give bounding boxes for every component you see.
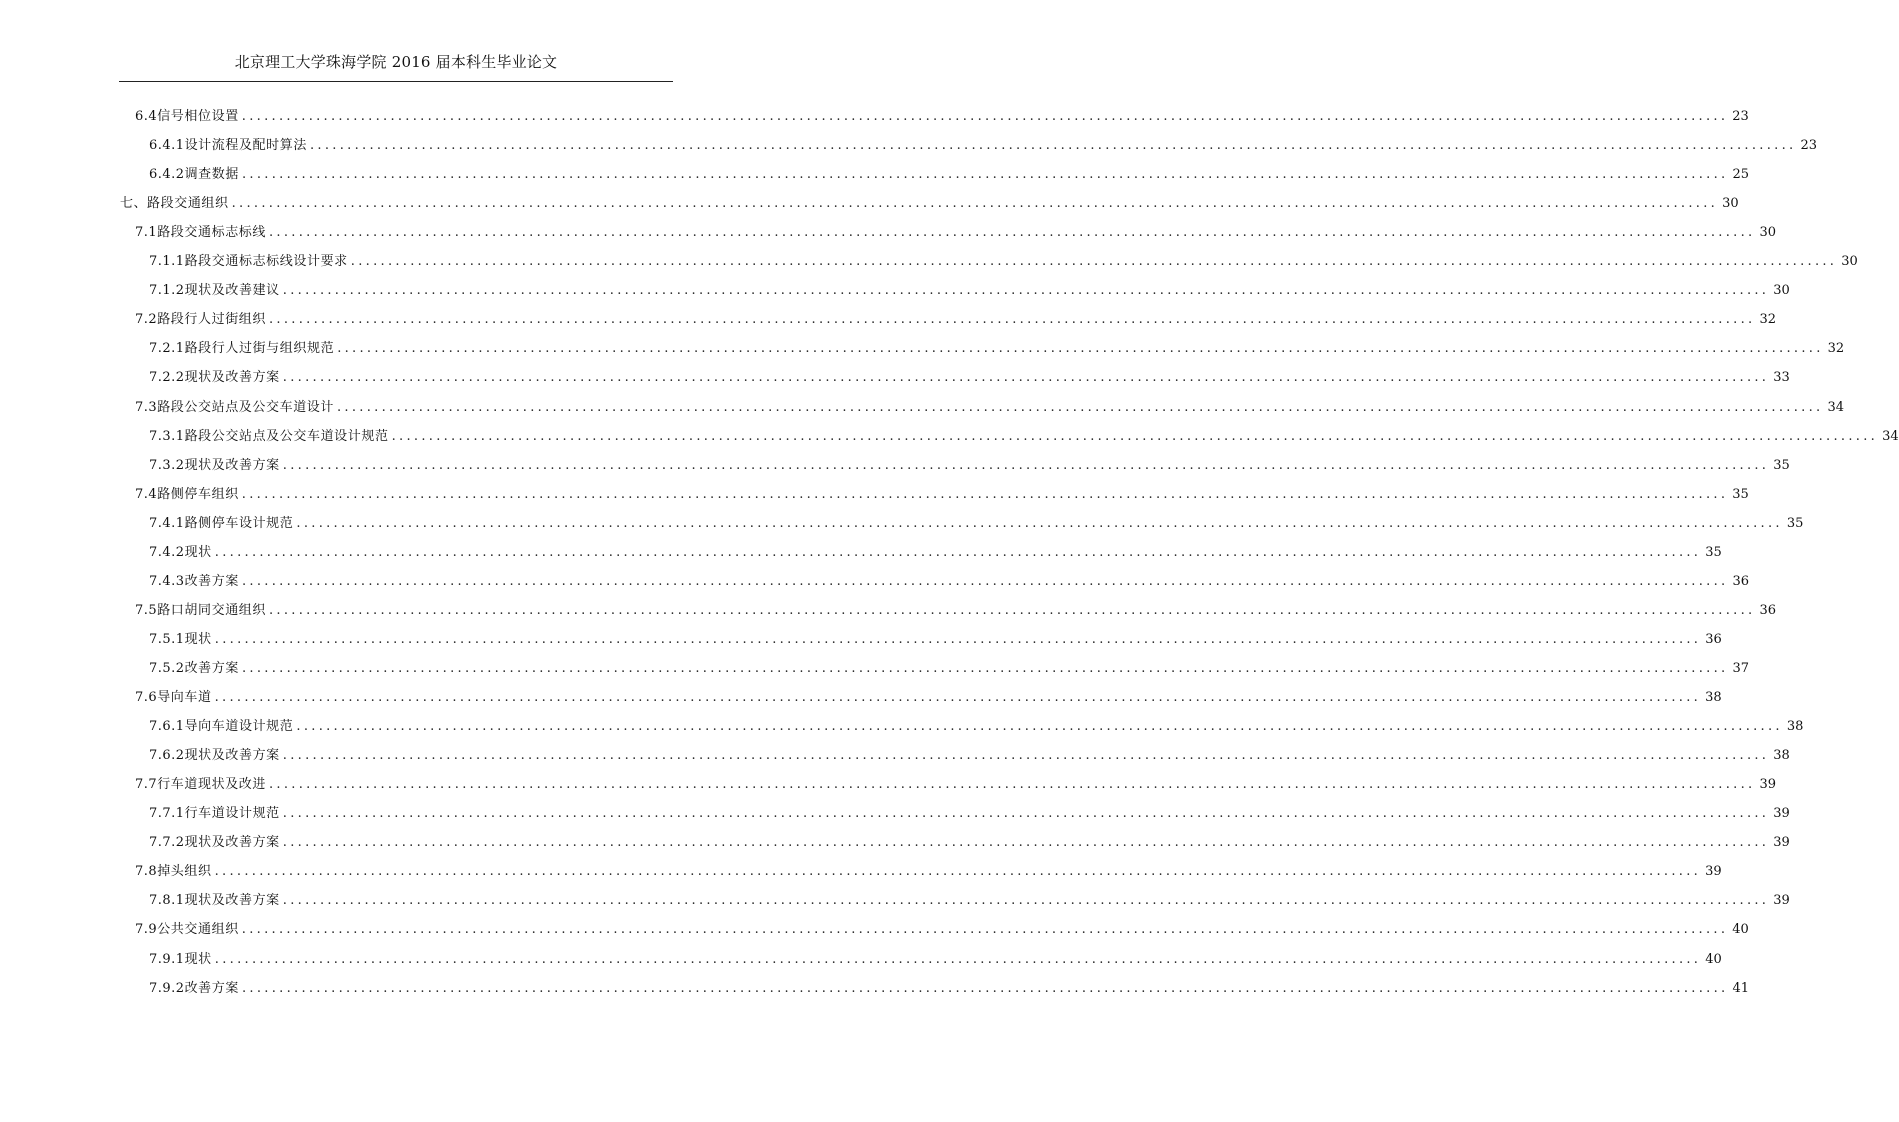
toc-entry[interactable] [149, 165, 1749, 185]
toc-dot-leader: ........................................................................................................................................................................................................ [241, 980, 1729, 996]
toc-entry-page-number: 30 [1759, 225, 1777, 241]
toc-entry-number: 7.3.1 [149, 428, 185, 444]
toc-dot-leader: ........................................................................................................................................................................................................ [214, 544, 1702, 560]
toc-entry-page-number: 39 [1705, 864, 1722, 880]
toc-entry[interactable] [135, 920, 1749, 940]
toc-entry[interactable] [149, 891, 1790, 911]
toc-entry-number: 6.4.2 [149, 167, 185, 183]
toc-entry[interactable] [149, 717, 1804, 737]
toc-dot-leader: ........................................................................................................................................................................................................ [214, 690, 1702, 705]
toc-entry-title: 改善方案 [184, 573, 239, 589]
toc-entry-page-number: 23 [1732, 109, 1749, 124]
toc-entry-page-number: 39 [1773, 893, 1790, 909]
toc-entry-page-number: 35 [1732, 486, 1749, 502]
toc-entry-title: 现状 [184, 544, 212, 560]
toc-dot-leader: ........................................................................................................................................................................................................ [241, 109, 1729, 124]
toc-entry-number: 7.1.2 [149, 283, 185, 299]
toc-entry-number: 7.4 [135, 486, 158, 502]
toc-entry[interactable] [149, 136, 1817, 156]
toc-entry-title: 路侧停车组织 [157, 486, 239, 502]
toc-entry-number: 7.7 [135, 777, 158, 793]
toc-entry[interactable] [149, 514, 1804, 534]
toc-entry-page-number: 38 [1773, 748, 1790, 764]
toc-entry-number: 7.2.1 [149, 341, 185, 357]
toc-entry-title: 现状 [184, 631, 212, 647]
toc-dot-leader: ........................................................................................................................................................................................................ [269, 225, 1756, 241]
toc-entry-title: 掉头组织 [157, 864, 212, 880]
toc-entry[interactable] [135, 862, 1722, 882]
toc-entry-number: 7.3 [135, 399, 158, 415]
toc-entry-number: 7.9.1 [149, 951, 185, 967]
toc-entry[interactable] [149, 252, 1858, 272]
toc-dot-leader: ........................................................................................................................................................................................................ [241, 661, 1729, 676]
toc-entry-title: 导向车道 [157, 690, 212, 705]
toc-entry[interactable] [149, 572, 1749, 592]
toc-entry[interactable] [149, 427, 1899, 447]
toc-dot-leader: ........................................................................................................................................................................................................ [282, 457, 1770, 473]
toc-dot-leader: ........................................................................................................................................................................................................ [296, 515, 1783, 531]
toc-entry-title: 改善方案 [184, 661, 239, 676]
toc-entry[interactable] [149, 368, 1790, 388]
toc-entry[interactable] [135, 688, 1722, 708]
toc-entry[interactable] [149, 833, 1790, 853]
toc-entry-number: 7.1 [135, 225, 158, 241]
toc-entry-number: 6.4.1 [149, 138, 185, 154]
toc-entry-page-number: 30 [1722, 196, 1739, 212]
toc-entry-number: 7.7.2 [149, 835, 185, 851]
toc-entry-page-number: 38 [1786, 719, 1804, 735]
toc-entry[interactable] [149, 804, 1790, 824]
toc-entry[interactable] [149, 630, 1722, 650]
toc-entry-number: 7.1.1 [149, 254, 185, 270]
toc-entry-page-number: 30 [1773, 283, 1790, 299]
toc-entry-number: 7.9.2 [149, 980, 185, 996]
toc-entry-title: 调查数据 [184, 167, 239, 183]
toc-entry[interactable] [149, 979, 1749, 999]
toc-entry[interactable] [149, 746, 1790, 766]
toc-dot-leader: ........................................................................................................................................................................................................ [282, 748, 1770, 764]
toc-entry-number: 7.6.2 [149, 748, 185, 764]
toc-entry-page-number: 41 [1732, 980, 1749, 996]
toc-entry-number: 7.5.1 [149, 631, 185, 647]
toc-entry[interactable] [149, 281, 1790, 301]
toc-entry[interactable] [135, 775, 1777, 795]
toc-entry-page-number: 35 [1773, 457, 1790, 473]
toc-dot-leader: ........................................................................................................................................................................................................ [269, 602, 1756, 618]
toc-entry[interactable] [135, 310, 1777, 330]
toc-entry-page-number: 33 [1773, 370, 1790, 386]
toc-entry-title: 现状 [184, 951, 212, 967]
toc-entry-title: 路段公交站点及公交车道设计规范 [184, 428, 389, 444]
toc-entry-number: 7.8 [135, 864, 158, 880]
toc-entry-page-number: 23 [1800, 138, 1817, 154]
toc-entry-title: 路段行人过街与组织规范 [184, 341, 335, 357]
toc-dot-leader: ........................................................................................................................................................................................................ [214, 864, 1702, 880]
toc-dot-leader: ........................................................................................................................................................................................................ [282, 806, 1770, 822]
toc-dot-leader: ........................................................................................................................................................................................................ [282, 283, 1770, 299]
toc-entry-page-number: 37 [1732, 661, 1749, 676]
toc-entry-title: 路段交通标志标线 [157, 225, 266, 241]
toc-entry-title: 改善方案 [184, 980, 239, 996]
toc-entry-page-number: 39 [1759, 777, 1777, 793]
toc-dot-leader: ........................................................................................................................................................................................................ [296, 719, 1783, 735]
toc-dot-leader: ........................................................................................................................................................................................................ [309, 138, 1797, 154]
toc-entry-title: 现状及改善方案 [184, 748, 280, 764]
toc-entry-number: 7.5 [135, 602, 158, 618]
toc-entry-title: 现状及改善方案 [184, 457, 280, 473]
toc-dot-leader: ........................................................................................................................................................................................................ [337, 399, 1824, 415]
toc-entry-title: 路段行人过街组织 [157, 312, 266, 328]
toc-entry-title: 行车道设计规范 [184, 806, 280, 822]
toc-entry[interactable] [149, 543, 1722, 563]
toc-entry-number: 7.6.1 [149, 719, 185, 735]
toc-entry-page-number: 34 [1882, 428, 1899, 444]
toc-dot-leader: ........................................................................................................................................................................................................ [241, 573, 1729, 589]
toc-dot-leader: ........................................................................................................................................................................................................ [282, 370, 1770, 386]
toc-entry-number: 7.8.1 [149, 893, 185, 909]
toc-entry-title: 路段交通标志标线设计要求 [184, 254, 348, 270]
toc-entry-title: 公共交通组织 [157, 922, 239, 938]
toc-entry-number: 7.9 [135, 922, 158, 938]
toc-entry[interactable] [135, 107, 1749, 127]
toc-dot-leader: ........................................................................................................................................................................................................ [231, 196, 1719, 212]
toc-entry-page-number: 35 [1705, 544, 1722, 560]
toc-entry-page-number: 38 [1705, 690, 1722, 705]
toc-entry-number: 7.5.2 [149, 661, 185, 676]
toc-entry-number: 7.3.2 [149, 457, 185, 473]
toc-dot-leader: ........................................................................................................................................................................................................ [214, 631, 1702, 647]
toc-entry-page-number: 25 [1732, 167, 1749, 183]
toc-entry-number: 7.4.3 [149, 573, 185, 589]
toc-entry-title: 现状及改善方案 [184, 370, 280, 386]
toc-entry-title: 行车道现状及改进 [157, 777, 266, 793]
toc-entry-title: 现状及改善方案 [184, 893, 280, 909]
toc-entry-title: 路段交通组织 [147, 196, 229, 212]
toc-entry[interactable] [135, 398, 1845, 418]
toc-entry-page-number: 30 [1841, 254, 1858, 270]
toc-entry-page-number: 40 [1705, 951, 1722, 967]
toc-entry-title: 路段公交站点及公交车道设计 [157, 399, 334, 415]
toc-dot-leader: ........................................................................................................................................................................................................ [282, 893, 1770, 909]
toc-entry-number: 6.4 [135, 109, 158, 124]
toc-entry-page-number: 34 [1827, 399, 1845, 415]
toc-dot-leader: ........................................................................................................................................................................................................ [269, 312, 1756, 328]
toc-entry-number: 7.7.1 [149, 806, 185, 822]
toc-dot-leader: ........................................................................................................................................................................................................ [269, 777, 1756, 793]
toc-dot-leader: ........................................................................................................................................................................................................ [282, 835, 1770, 851]
toc-entry-title: 路口胡同交通组织 [157, 602, 266, 618]
toc-entry-page-number: 39 [1773, 835, 1790, 851]
toc-dot-leader: ........................................................................................................................................................................................................ [391, 428, 1879, 444]
toc-dot-leader: ........................................................................................................................................................................................................ [241, 486, 1729, 502]
toc-entry[interactable] [135, 485, 1749, 505]
toc-entry-page-number: 36 [1732, 573, 1749, 589]
toc-entry[interactable] [149, 950, 1722, 970]
toc-entry[interactable] [135, 601, 1777, 621]
toc-entry-page-number: 32 [1827, 341, 1845, 357]
toc-entry-title: 现状及改善方案 [184, 835, 280, 851]
toc-entry-number: 7.4.2 [149, 544, 185, 560]
toc-entry[interactable] [149, 659, 1749, 679]
toc-dot-leader: ........................................................................................................................................................................................................ [337, 341, 1824, 357]
toc-entry-page-number: 39 [1773, 806, 1790, 822]
toc-entry-title: 信号相位设置 [157, 109, 239, 124]
toc-entry-title: 设计流程及配时算法 [184, 138, 307, 154]
toc-entry-page-number: 40 [1732, 922, 1749, 938]
toc-entry-title: 现状及改善建议 [184, 283, 280, 299]
toc-entry[interactable] [120, 194, 1739, 214]
toc-dot-leader: ........................................................................................................................................................................................................ [350, 254, 1838, 270]
toc-entry[interactable] [149, 456, 1790, 476]
toc-entry-number: 7.2 [135, 312, 158, 328]
toc-entry[interactable] [135, 223, 1777, 243]
toc-entry-number: 7.2.2 [149, 370, 185, 386]
toc-entry-page-number: 35 [1786, 515, 1804, 531]
toc-dot-leader: ........................................................................................................................................................................................................ [214, 951, 1702, 967]
toc-entry[interactable] [149, 339, 1845, 359]
toc-entry-title: 导向车道设计规范 [184, 719, 294, 735]
toc-entry-page-number: 32 [1759, 312, 1777, 328]
toc-dot-leader: ........................................................................................................................................................................................................ [241, 167, 1729, 183]
toc-entry-page-number: 36 [1759, 602, 1777, 618]
toc-entry-title: 路侧停车设计规范 [184, 515, 294, 531]
toc-dot-leader: ........................................................................................................................................................................................................ [241, 922, 1729, 938]
toc-entry-number: 七、 [120, 196, 148, 212]
page-header-title: 北京理工大学珠海学院 2016 届本科生毕业论文 [234, 53, 558, 71]
toc-entry-page-number: 36 [1705, 631, 1722, 647]
toc-entry-number: 7.4.1 [149, 515, 185, 531]
toc-entry-number: 7.6 [135, 690, 158, 705]
